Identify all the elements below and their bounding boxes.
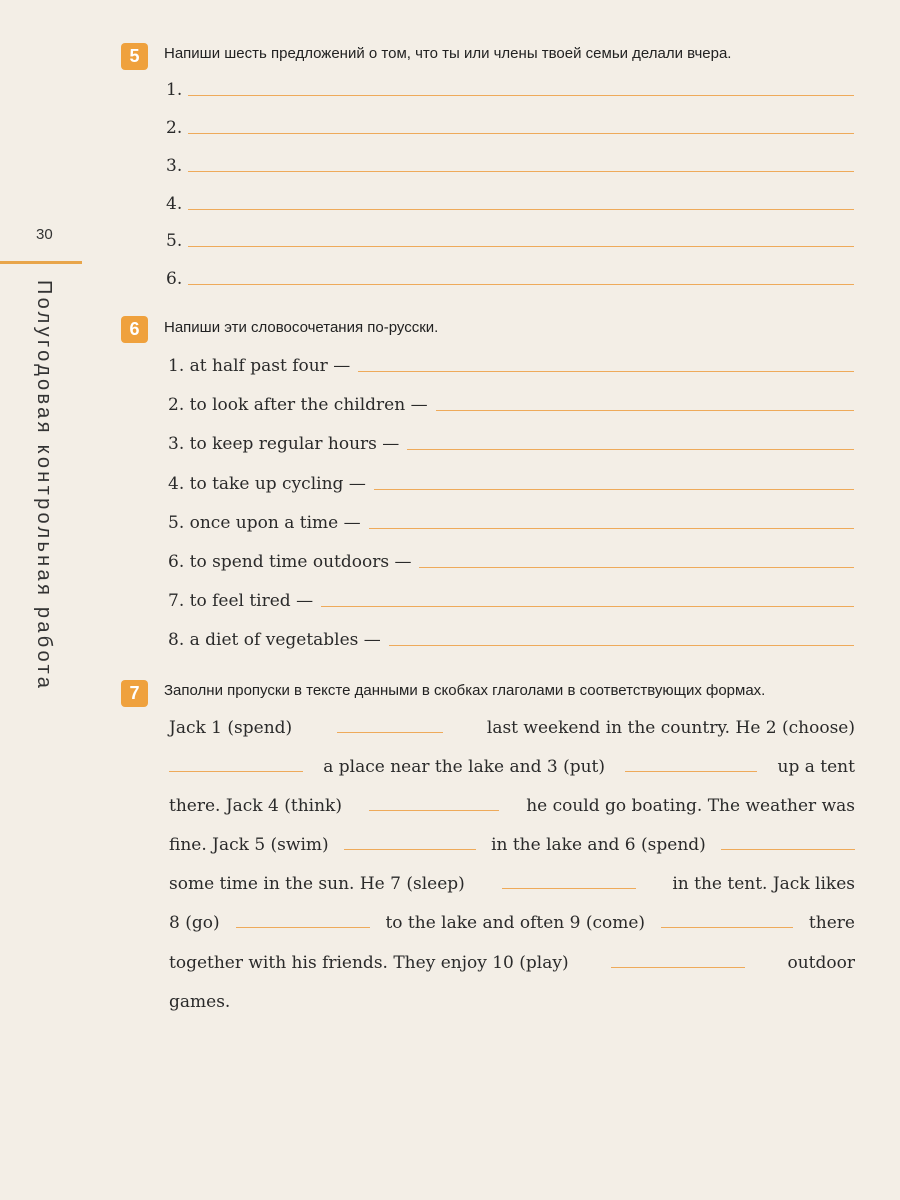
task-6-answer-line[interactable]: 3. to keep regular hours — [168,434,854,454]
gap-8-blank[interactable] [236,926,370,928]
task-5-heading: Напиши шесть предложений о том, что ты или члены твоей семьи делали вчера. [164,45,732,62]
task-6-answer-line[interactable]: 5. once upon a time — [168,513,854,533]
task-7-heading: Заполни пропуски в тексте данными в скобках глаголами в соответствующих формах. [164,682,766,699]
task-7-text-line: 8 (go) to the lake and often 9 (come) there [169,913,855,933]
task-6-answer-line[interactable]: 6. to spend time outdoors — [168,552,854,572]
task-5-answer-line[interactable]: 6. [166,269,854,289]
task-5-answer-line[interactable]: 5. [166,231,854,251]
gap-9-blank[interactable] [661,926,793,928]
task-7-text-line: games. [169,992,231,1012]
gap-3-blank[interactable] [625,770,757,772]
task-5-badge: 5 [121,43,148,70]
task-7-text-line: a place near the lake and 3 (put) up a tent [169,757,855,777]
task-5-answer-line[interactable]: 3. [166,156,854,176]
task-5-answer-line[interactable]: 1. [166,80,854,100]
task-7-text-line: together with his friends. They enjoy 10 (play) outdoor [169,953,855,973]
gap-4-blank[interactable] [369,809,499,811]
task-6-answer-line[interactable]: 8. a diet of vegetables — [168,630,854,650]
page-number: 30 [36,226,53,243]
gap-2-blank[interactable] [169,770,303,772]
task-7-text-line: fine. Jack 5 (swim) in the lake and 6 (spend) [169,835,855,855]
task-6-answer-line[interactable]: 4. to take up cycling — [168,474,854,494]
task-6-heading: Напиши эти словосочетания по-русски. [164,319,439,336]
task-7-text-line: there. Jack 4 (think) he could go boating. The weather was [169,796,855,816]
task-6-badge: 6 [121,316,148,343]
task-7-badge: 7 [121,680,148,707]
gap-7-blank[interactable] [502,887,636,889]
task-6-answer-line[interactable]: 7. to feel tired — [168,591,854,611]
gap-6-blank[interactable] [721,848,855,850]
task-7-text-line: Jack 1 (spend) last weekend in the country. He 2 (choose) [169,718,855,738]
task-6-answer-line[interactable]: 1. at half past four — [168,356,854,376]
gap-10-blank[interactable] [611,966,745,968]
task-5-answer-line[interactable]: 4. [166,194,854,214]
side-section-title: Полугодовая контрольная работа [33,280,55,692]
gap-5-blank[interactable] [344,848,476,850]
task-5-answer-line[interactable]: 2. [166,118,854,138]
side-rule [0,261,82,264]
gap-1-blank[interactable] [337,731,443,733]
task-6-answer-line[interactable]: 2. to look after the children — [168,395,854,415]
task-7-text-line: some time in the sun. He 7 (sleep) in the tent. Jack likes [169,874,855,894]
